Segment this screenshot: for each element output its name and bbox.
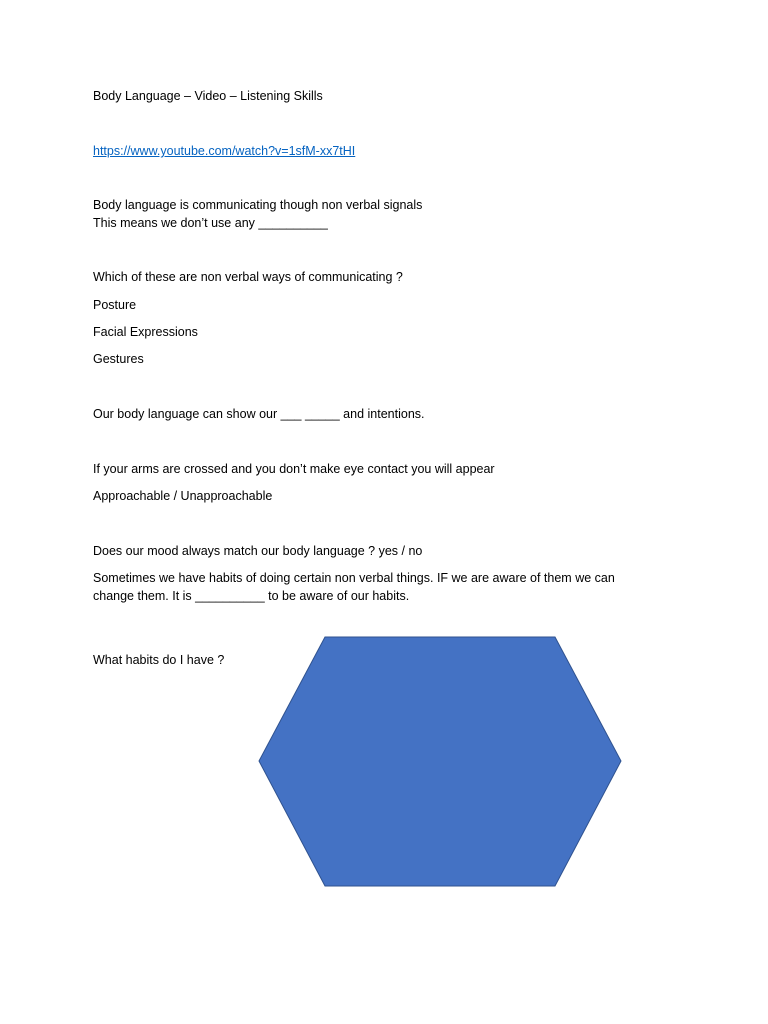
approachable-line: Approachable / Unapproachable — [93, 489, 273, 503]
what-habits-question: What habits do I have ? — [93, 653, 225, 667]
option-posture: Posture — [93, 298, 137, 312]
habits-line-2: change them. It is __________ to be aware of our habits. — [93, 589, 410, 603]
hexagon-shape — [258, 636, 622, 887]
hexagon-polygon — [259, 637, 621, 886]
question-nonverbal: Which of these are non verbal ways of communicating ? — [93, 270, 403, 284]
option-facial-expressions: Facial Expressions — [93, 325, 198, 339]
intro-line-2: This means we don’t use any __________ — [93, 216, 328, 230]
mood-question-line: Does our mood always match our body language ? yes / no — [93, 544, 423, 558]
habits-line-1: Sometimes we have habits of doing certain non verbal things. IF we are aware of them we can — [93, 571, 615, 585]
show-intentions-line: Our body language can show our ___ _____ and intentions. — [93, 407, 425, 421]
intro-line-1: Body language is communicating though non verbal signals — [93, 198, 423, 212]
document-title: Body Language – Video – Listening Skills — [93, 89, 323, 103]
youtube-link[interactable]: https://www.youtube.com/watch?v=1sfM-xx7tHI — [93, 144, 356, 158]
arms-crossed-line: If your arms are crossed and you don’t make eye contact you will appear — [93, 462, 495, 476]
option-gestures: Gestures — [93, 352, 144, 366]
